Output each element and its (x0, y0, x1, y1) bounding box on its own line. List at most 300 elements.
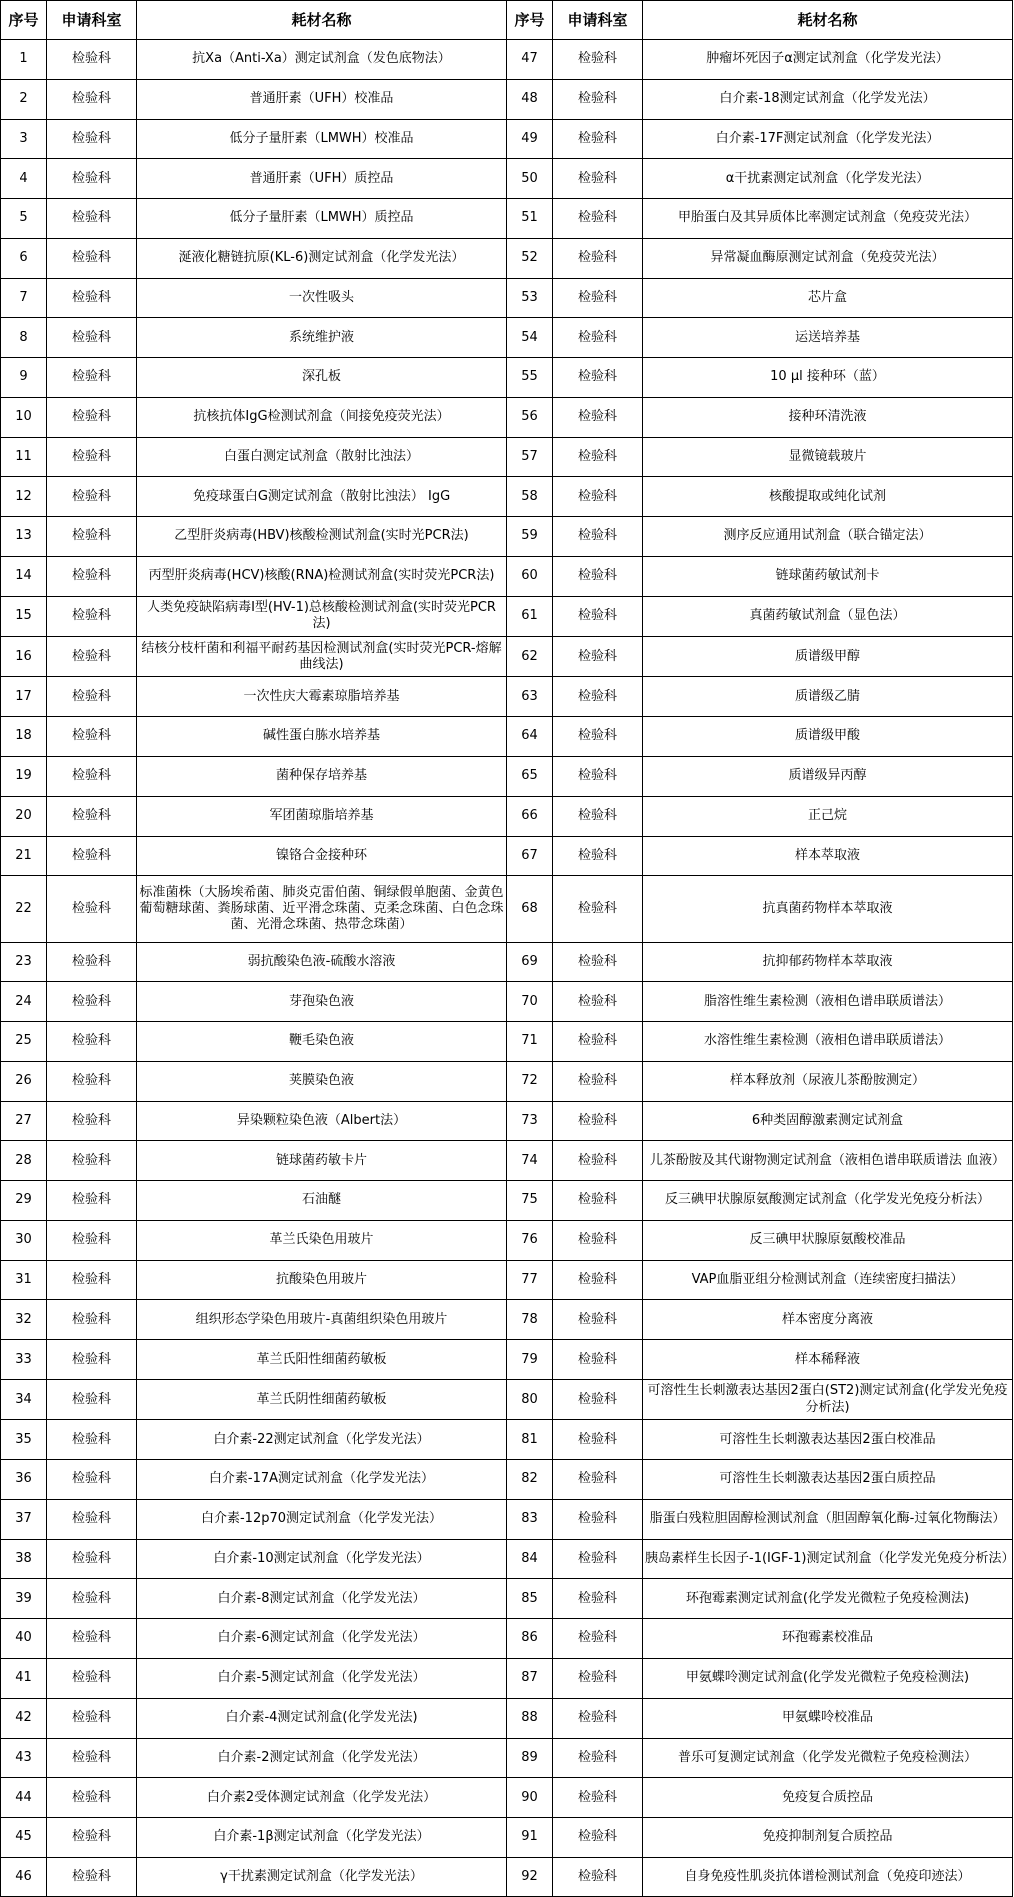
dept-cell: 检验科 (47, 1460, 137, 1500)
dept-cell: 检验科 (553, 796, 643, 836)
seq-cell: 37 (1, 1499, 47, 1539)
name-cell: 接种环清洗液 (643, 397, 1013, 437)
name-cell: γ干扰素测定试剂盒（化学发光法） (137, 1857, 507, 1896)
seq-cell: 19 (1, 757, 47, 797)
table-row (1, 40, 1013, 80)
table-row (1, 278, 1013, 318)
seq-cell: 73 (507, 1101, 553, 1141)
dept-cell: 检验科 (553, 397, 643, 437)
dept-cell: 检验科 (47, 1061, 137, 1101)
seq-cell: 5 (1, 199, 47, 239)
dept-cell: 检验科 (47, 677, 137, 717)
seq-cell: 33 (1, 1340, 47, 1380)
header-dept-left: 申请科室 (47, 1, 137, 40)
name-cell: 革兰氏阴性细菌药敏板 (137, 1380, 507, 1420)
seq-cell: 9 (1, 358, 47, 398)
name-cell: 白介素-4测定试剂盒(化学发光法) (137, 1698, 507, 1738)
name-cell: 儿茶酚胺及其代谢物测定试剂盒（液相色谱串联质谱法 血液） (643, 1141, 1013, 1181)
name-cell: 普乐可复测定试剂盒（化学发光微粒子免疫检测法） (643, 1738, 1013, 1778)
dept-cell: 检验科 (553, 1460, 643, 1500)
name-cell: 抗酸染色用玻片 (137, 1260, 507, 1300)
seq-cell: 42 (1, 1698, 47, 1738)
seq-cell: 16 (1, 637, 47, 677)
name-cell: 反三碘甲状腺原氨酸测定试剂盒（化学发光免疫分析法） (643, 1181, 1013, 1221)
seq-cell: 74 (507, 1141, 553, 1181)
name-cell: 白介素-8测定试剂盒（化学发光法） (137, 1579, 507, 1619)
table-row (1, 836, 1013, 876)
dept-cell: 检验科 (47, 1380, 137, 1420)
name-cell: 可溶性生长刺激表达基因2蛋白(ST2)测定试剂盒(化学发光免疫分析法) (643, 1380, 1013, 1420)
seq-cell: 46 (1, 1857, 47, 1896)
table-row (1, 1698, 1013, 1738)
dept-cell: 检验科 (47, 278, 137, 318)
dept-cell: 检验科 (47, 637, 137, 677)
name-cell: 10 μl 接种环（蓝） (643, 358, 1013, 398)
table-row (1, 397, 1013, 437)
dept-cell: 检验科 (553, 1022, 643, 1062)
seq-cell: 17 (1, 677, 47, 717)
name-cell: 低分子量肝素（LMWH）质控品 (137, 199, 507, 239)
dept-cell: 检验科 (47, 1101, 137, 1141)
table-row (1, 1061, 1013, 1101)
dept-cell: 检验科 (47, 517, 137, 557)
dept-cell: 检验科 (553, 1101, 643, 1141)
dept-cell: 检验科 (553, 1340, 643, 1380)
name-cell: 结核分枝杆菌和利福平耐药基因检测试剂盒(实时荧光PCR-熔解曲线法) (137, 637, 507, 677)
dept-cell: 检验科 (553, 517, 643, 557)
seq-cell: 18 (1, 717, 47, 757)
seq-cell: 10 (1, 397, 47, 437)
table-row (1, 637, 1013, 677)
dept-cell: 检验科 (47, 1181, 137, 1221)
name-cell: 环孢霉素校准品 (643, 1619, 1013, 1659)
name-cell: 普通肝素（UFH）校准品 (137, 79, 507, 119)
name-cell: 系统维护液 (137, 318, 507, 358)
name-cell: 碱性蛋白胨水培养基 (137, 717, 507, 757)
header-name-right: 耗材名称 (643, 1, 1013, 40)
table-row (1, 1141, 1013, 1181)
table-row (1, 1778, 1013, 1818)
name-cell: 涎液化糖链抗原(KL-6)测定试剂盒（化学发光法） (137, 238, 507, 278)
name-cell: 真菌药敏试剂盒（显色法） (643, 596, 1013, 636)
seq-cell: 62 (507, 637, 553, 677)
table-row (1, 1579, 1013, 1619)
seq-cell: 25 (1, 1022, 47, 1062)
dept-cell: 检验科 (47, 982, 137, 1022)
dept-cell: 检验科 (553, 79, 643, 119)
name-cell: 免疫复合质控品 (643, 1778, 1013, 1818)
header-row (1, 1, 1013, 40)
seq-cell: 13 (1, 517, 47, 557)
seq-cell: 40 (1, 1619, 47, 1659)
name-cell: 甲胎蛋白及其异质体比率测定试剂盒（免疫荧光法） (643, 199, 1013, 239)
name-cell: 质谱级甲酸 (643, 717, 1013, 757)
seq-cell: 22 (1, 876, 47, 942)
table-body (1, 40, 1013, 1897)
table-row (1, 358, 1013, 398)
dept-cell: 检验科 (47, 1539, 137, 1579)
name-cell: 甲氨蝶呤校准品 (643, 1698, 1013, 1738)
dept-cell: 检验科 (553, 1380, 643, 1420)
table-row (1, 159, 1013, 199)
name-cell: 石油醚 (137, 1181, 507, 1221)
name-cell: 白介素-18测定试剂盒（化学发光法） (643, 79, 1013, 119)
seq-cell: 69 (507, 942, 553, 982)
table-row (1, 1380, 1013, 1420)
name-cell: 可溶性生长刺激表达基因2蛋白质控品 (643, 1460, 1013, 1500)
dept-cell: 检验科 (553, 318, 643, 358)
name-cell: 鞭毛染色液 (137, 1022, 507, 1062)
dept-cell: 检验科 (553, 358, 643, 398)
dept-cell: 检验科 (553, 942, 643, 982)
dept-cell: 检验科 (47, 1579, 137, 1619)
seq-cell: 36 (1, 1460, 47, 1500)
name-cell: 弱抗酸染色液-硫酸水溶液 (137, 942, 507, 982)
seq-cell: 49 (507, 119, 553, 159)
name-cell: 链球菌药敏试剂卡 (643, 556, 1013, 596)
dept-cell: 检验科 (553, 982, 643, 1022)
name-cell: 链球菌药敏卡片 (137, 1141, 507, 1181)
seq-cell: 52 (507, 238, 553, 278)
name-cell: 革兰氏染色用玻片 (137, 1220, 507, 1260)
dept-cell: 检验科 (47, 1658, 137, 1698)
seq-cell: 2 (1, 79, 47, 119)
name-cell: 反三碘甲状腺原氨酸校准品 (643, 1220, 1013, 1260)
table-row (1, 477, 1013, 517)
seq-cell: 80 (507, 1380, 553, 1420)
seq-cell: 54 (507, 318, 553, 358)
table-row (1, 1539, 1013, 1579)
dept-cell: 检验科 (47, 1260, 137, 1300)
table-row (1, 876, 1013, 942)
seq-cell: 34 (1, 1380, 47, 1420)
seq-cell: 85 (507, 1579, 553, 1619)
seq-cell: 35 (1, 1420, 47, 1460)
name-cell: 异常凝血酶原测定试剂盒（免疫荧光法） (643, 238, 1013, 278)
seq-cell: 71 (507, 1022, 553, 1062)
name-cell: 革兰氏阳性细菌药敏板 (137, 1340, 507, 1380)
dept-cell: 检验科 (47, 437, 137, 477)
dept-cell: 检验科 (553, 1181, 643, 1221)
table-row (1, 1499, 1013, 1539)
name-cell: 白介素-2测定试剂盒（化学发光法） (137, 1738, 507, 1778)
table-row (1, 757, 1013, 797)
dept-cell: 检验科 (47, 358, 137, 398)
seq-cell: 65 (507, 757, 553, 797)
seq-cell: 61 (507, 596, 553, 636)
dept-cell: 检验科 (47, 1698, 137, 1738)
dept-cell: 检验科 (553, 1539, 643, 1579)
dept-cell: 检验科 (553, 1818, 643, 1858)
name-cell: 白介素-22测定试剂盒（化学发光法） (137, 1420, 507, 1460)
seq-cell: 47 (507, 40, 553, 80)
dept-cell: 检验科 (553, 477, 643, 517)
dept-cell: 检验科 (553, 1698, 643, 1738)
seq-cell: 21 (1, 836, 47, 876)
seq-cell: 41 (1, 1658, 47, 1698)
name-cell: 肿瘤坏死因子α测定试剂盒（化学发光法） (643, 40, 1013, 80)
dept-cell: 检验科 (553, 596, 643, 636)
seq-cell: 4 (1, 159, 47, 199)
dept-cell: 检验科 (553, 1141, 643, 1181)
dept-cell: 检验科 (47, 1220, 137, 1260)
dept-cell: 检验科 (553, 836, 643, 876)
name-cell: 白介素-17F测定试剂盒（化学发光法） (643, 119, 1013, 159)
name-cell: 脂溶性维生素检测（液相色谱串联质谱法） (643, 982, 1013, 1022)
dept-cell: 检验科 (553, 1499, 643, 1539)
seq-cell: 48 (507, 79, 553, 119)
name-cell: α干扰素测定试剂盒（化学发光法） (643, 159, 1013, 199)
dept-cell: 检验科 (47, 1499, 137, 1539)
seq-cell: 27 (1, 1101, 47, 1141)
seq-cell: 12 (1, 477, 47, 517)
dept-cell: 检验科 (47, 397, 137, 437)
table-row (1, 1818, 1013, 1858)
seq-cell: 75 (507, 1181, 553, 1221)
seq-cell: 82 (507, 1460, 553, 1500)
name-cell: 白介素2受体测定试剂盒（化学发光法） (137, 1778, 507, 1818)
seq-cell: 60 (507, 556, 553, 596)
seq-cell: 78 (507, 1300, 553, 1340)
name-cell: 白介素-6测定试剂盒（化学发光法） (137, 1619, 507, 1659)
dept-cell: 检验科 (47, 942, 137, 982)
table-row (1, 1340, 1013, 1380)
table-row (1, 1260, 1013, 1300)
dept-cell: 检验科 (553, 1220, 643, 1260)
seq-cell: 30 (1, 1220, 47, 1260)
dept-cell: 检验科 (553, 119, 643, 159)
table-row (1, 119, 1013, 159)
dept-cell: 检验科 (47, 119, 137, 159)
seq-cell: 24 (1, 982, 47, 1022)
table-row (1, 1420, 1013, 1460)
seq-cell: 14 (1, 556, 47, 596)
seq-cell: 26 (1, 1061, 47, 1101)
name-cell: 脂蛋白残粒胆固醇检测试剂盒（胆固醇氧化酶-过氧化物酶法） (643, 1499, 1013, 1539)
name-cell: 组织形态学染色用玻片-真菌组织染色用玻片 (137, 1300, 507, 1340)
name-cell: 水溶性维生素检测（液相色谱串联质谱法） (643, 1022, 1013, 1062)
name-cell: 核酸提取或纯化试剂 (643, 477, 1013, 517)
dept-cell: 检验科 (553, 1857, 643, 1896)
table-row (1, 1857, 1013, 1896)
dept-cell: 检验科 (47, 40, 137, 80)
dept-cell: 检验科 (47, 1420, 137, 1460)
dept-cell: 检验科 (47, 556, 137, 596)
name-cell: 胰岛素样生长因子-1(IGF-1)测定试剂盒（化学发光免疫分析法） (643, 1539, 1013, 1579)
dept-cell: 检验科 (47, 1340, 137, 1380)
name-cell: 自身免疫性肌炎抗体谱检测试剂盒（免疫印迹法） (643, 1857, 1013, 1896)
seq-cell: 1 (1, 40, 47, 80)
name-cell: 深孔板 (137, 358, 507, 398)
name-cell: 正己烷 (643, 796, 1013, 836)
dept-cell: 检验科 (47, 717, 137, 757)
name-cell: 样本密度分离液 (643, 1300, 1013, 1340)
name-cell: 抗Xa（Anti-Xa）测定试剂盒（发色底物法） (137, 40, 507, 80)
seq-cell: 15 (1, 596, 47, 636)
dept-cell: 检验科 (553, 1778, 643, 1818)
name-cell: 运送培养基 (643, 318, 1013, 358)
name-cell: 质谱级甲醇 (643, 637, 1013, 677)
dept-cell: 检验科 (553, 199, 643, 239)
seq-cell: 8 (1, 318, 47, 358)
header-seq-right: 序号 (507, 1, 553, 40)
name-cell: 人类免疫缺陷病毒I型(HV-1)总核酸检测试剂盒(实时荧光PCR法) (137, 596, 507, 636)
seq-cell: 84 (507, 1539, 553, 1579)
seq-cell: 70 (507, 982, 553, 1022)
dept-cell: 检验科 (553, 40, 643, 80)
dept-cell: 检验科 (47, 1857, 137, 1896)
name-cell: 样本稀释液 (643, 1340, 1013, 1380)
dept-cell: 检验科 (47, 796, 137, 836)
seq-cell: 72 (507, 1061, 553, 1101)
dept-cell: 检验科 (553, 1061, 643, 1101)
name-cell: 荚膜染色液 (137, 1061, 507, 1101)
name-cell: 6种类固醇激素测定试剂盒 (643, 1101, 1013, 1141)
seq-cell: 51 (507, 199, 553, 239)
seq-cell: 55 (507, 358, 553, 398)
seq-cell: 6 (1, 238, 47, 278)
dept-cell: 检验科 (553, 677, 643, 717)
table-row (1, 942, 1013, 982)
seq-cell: 79 (507, 1340, 553, 1380)
name-cell: 标准菌株（大肠埃希菌、肺炎克雷伯菌、铜绿假单胞菌、金黄色葡萄糖球菌、粪肠球菌、近平滑念珠菌、克柔念珠菌、白色念珠菌、光滑念珠菌、热带念珠菌） (137, 876, 507, 942)
table-row (1, 1220, 1013, 1260)
name-cell: 免疫球蛋白G测定试剂盒（散射比浊法） IgG (137, 477, 507, 517)
seq-cell: 44 (1, 1778, 47, 1818)
dept-cell: 检验科 (553, 1658, 643, 1698)
seq-cell: 43 (1, 1738, 47, 1778)
name-cell: 免疫抑制剂复合质控品 (643, 1818, 1013, 1858)
name-cell: 芯片盒 (643, 278, 1013, 318)
seq-cell: 87 (507, 1658, 553, 1698)
seq-cell: 29 (1, 1181, 47, 1221)
header-name-left: 耗材名称 (137, 1, 507, 40)
table-row (1, 717, 1013, 757)
table-row (1, 1738, 1013, 1778)
name-cell: 样本萃取液 (643, 836, 1013, 876)
dept-cell: 检验科 (553, 278, 643, 318)
dept-cell: 检验科 (553, 1420, 643, 1460)
dept-cell: 检验科 (553, 159, 643, 199)
seq-cell: 20 (1, 796, 47, 836)
dept-cell: 检验科 (47, 1022, 137, 1062)
name-cell: VAP血脂亚组分检测试剂盒（连续密度扫描法） (643, 1260, 1013, 1300)
dept-cell: 检验科 (553, 757, 643, 797)
dept-cell: 检验科 (47, 1141, 137, 1181)
seq-cell: 38 (1, 1539, 47, 1579)
dept-cell: 检验科 (47, 757, 137, 797)
name-cell: 环孢霉素测定试剂盒(化学发光微粒子免疫检测法) (643, 1579, 1013, 1619)
dept-cell: 检验科 (47, 238, 137, 278)
seq-cell: 7 (1, 278, 47, 318)
dept-cell: 检验科 (553, 637, 643, 677)
dept-cell: 检验科 (47, 596, 137, 636)
header-dept-right: 申请科室 (553, 1, 643, 40)
seq-cell: 31 (1, 1260, 47, 1300)
seq-cell: 90 (507, 1778, 553, 1818)
seq-cell: 67 (507, 836, 553, 876)
seq-cell: 45 (1, 1818, 47, 1858)
name-cell: 白介素-12p70测定试剂盒（化学发光法） (137, 1499, 507, 1539)
table-row (1, 1300, 1013, 1340)
name-cell: 低分子量肝素（LMWH）校准品 (137, 119, 507, 159)
table-row (1, 556, 1013, 596)
table-row (1, 1658, 1013, 1698)
table-row (1, 1460, 1013, 1500)
seq-cell: 59 (507, 517, 553, 557)
name-cell: 一次性庆大霉素琼脂培养基 (137, 677, 507, 717)
dept-cell: 检验科 (553, 1579, 643, 1619)
seq-cell: 64 (507, 717, 553, 757)
name-cell: 异染颗粒染色液（Albert法） (137, 1101, 507, 1141)
name-cell: 测序反应通用试剂盒（联合锚定法） (643, 517, 1013, 557)
seq-cell: 57 (507, 437, 553, 477)
seq-cell: 66 (507, 796, 553, 836)
seq-cell: 58 (507, 477, 553, 517)
seq-cell: 91 (507, 1818, 553, 1858)
seq-cell: 28 (1, 1141, 47, 1181)
dept-cell: 检验科 (553, 1738, 643, 1778)
seq-cell: 39 (1, 1579, 47, 1619)
dept-cell: 检验科 (47, 1619, 137, 1659)
seq-cell: 88 (507, 1698, 553, 1738)
name-cell: 抗抑郁药物样本萃取液 (643, 942, 1013, 982)
table-row (1, 596, 1013, 636)
seq-cell: 56 (507, 397, 553, 437)
header-seq-left: 序号 (1, 1, 47, 40)
seq-cell: 3 (1, 119, 47, 159)
table-row (1, 79, 1013, 119)
seq-cell: 53 (507, 278, 553, 318)
dept-cell: 检验科 (553, 1300, 643, 1340)
seq-cell: 86 (507, 1619, 553, 1659)
table-row (1, 1101, 1013, 1141)
table-row (1, 982, 1013, 1022)
name-cell: 白介素-5测定试剂盒（化学发光法） (137, 1658, 507, 1698)
dept-cell: 检验科 (47, 318, 137, 358)
name-cell: 抗核抗体IgG检测试剂盒（间接免疫荧光法） (137, 397, 507, 437)
dept-cell: 检验科 (553, 1619, 643, 1659)
seq-cell: 76 (507, 1220, 553, 1260)
name-cell: 白介素-10测定试剂盒（化学发光法） (137, 1539, 507, 1579)
dept-cell: 检验科 (47, 876, 137, 942)
table-row (1, 517, 1013, 557)
dept-cell: 检验科 (47, 1300, 137, 1340)
name-cell: 镍铬合金接种环 (137, 836, 507, 876)
table-row (1, 437, 1013, 477)
name-cell: 菌种保存培养基 (137, 757, 507, 797)
seq-cell: 68 (507, 876, 553, 942)
table-row (1, 1181, 1013, 1221)
name-cell: 白蛋白测定试剂盒（散射比浊法） (137, 437, 507, 477)
dept-cell: 检验科 (553, 876, 643, 942)
seq-cell: 77 (507, 1260, 553, 1300)
dept-cell: 检验科 (47, 79, 137, 119)
name-cell: 丙型肝炎病毒(HCV)核酸(RNA)检测试剂盒(实时荧光PCR法) (137, 556, 507, 596)
name-cell: 白介素-17A测定试剂盒（化学发光法） (137, 1460, 507, 1500)
name-cell: 一次性吸头 (137, 278, 507, 318)
table-row (1, 1619, 1013, 1659)
name-cell: 显微镜载玻片 (643, 437, 1013, 477)
seq-cell: 92 (507, 1857, 553, 1896)
seq-cell: 81 (507, 1420, 553, 1460)
seq-cell: 83 (507, 1499, 553, 1539)
seq-cell: 63 (507, 677, 553, 717)
name-cell: 样本释放剂（尿液儿茶酚胺测定） (643, 1061, 1013, 1101)
dept-cell: 检验科 (47, 1778, 137, 1818)
name-cell: 质谱级乙腈 (643, 677, 1013, 717)
dept-cell: 检验科 (553, 437, 643, 477)
